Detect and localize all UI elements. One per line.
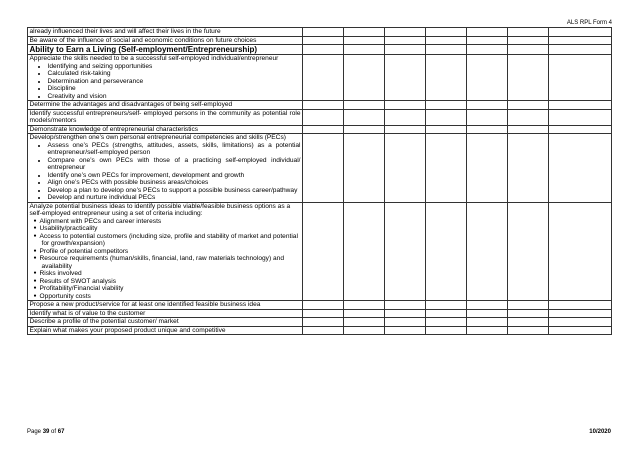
rating-cell [549, 55, 612, 101]
row-cell [28, 55, 303, 101]
list-item: ● Profitability/Financial viability [34, 285, 301, 293]
rating-cell [385, 309, 426, 318]
rating-cell [344, 309, 385, 318]
rating-cell [303, 326, 344, 335]
rating-cell [344, 109, 385, 125]
list-item: ● Profile of potential competitors [34, 248, 301, 256]
rating-cell [344, 36, 385, 45]
page-total: 67 [57, 429, 65, 435]
row-text: Describe a profile of the potential customer/ market [28, 318, 303, 327]
table-row [28, 318, 612, 327]
rating-cell [426, 134, 467, 203]
rating-cell [303, 45, 344, 55]
rating-cell [426, 36, 467, 45]
rating-cell [549, 309, 612, 318]
rating-cell [508, 318, 549, 327]
rating-cell [303, 309, 344, 318]
rating-cell [467, 134, 508, 203]
table-row [28, 202, 612, 301]
list-item: • Develop a plan to develop one’s PECs to support a possible business career/pathway [48, 187, 301, 195]
list-item: ● Resource requirements (human/skills, financial, land, raw materials technology) and availability [34, 255, 301, 270]
rating-cell [467, 326, 508, 335]
rating-cell [467, 109, 508, 125]
list-item: • Identifying and seizing opportunities [48, 63, 301, 71]
rating-cell [303, 125, 344, 134]
rating-cell [508, 134, 549, 203]
rating-cell [426, 202, 467, 301]
rating-cell [426, 309, 467, 318]
row-text: Identify successful entrepreneurs/self- employed persons in the community as potential role models/mentors [29, 109, 301, 124]
rating-cell [385, 55, 426, 101]
list-item: ● Alignment with PECs and career interests [34, 218, 301, 226]
rating-cell [303, 109, 344, 125]
rating-cell [549, 28, 612, 37]
list-item: ● Access to potential customers (including size, profile and stability of market and potential for growth/expansion) [34, 233, 301, 248]
list-item: • Align one’s PECs with possible business areas/choices [48, 179, 301, 187]
competency-table [27, 27, 612, 335]
table-row [28, 28, 612, 37]
list-item: • Determination and perseverance [48, 78, 301, 86]
rating-cell [303, 134, 344, 203]
rating-cell [508, 28, 549, 37]
rating-cell [385, 36, 426, 45]
rating-cell [467, 309, 508, 318]
bullet-list [30, 142, 301, 202]
rating-cell [385, 101, 426, 110]
rating-cell [385, 202, 426, 301]
rating-cell [385, 326, 426, 335]
list-item: ● Risks involved [34, 270, 301, 278]
rating-cell [303, 202, 344, 301]
rating-cell [508, 326, 549, 335]
rating-cell [549, 134, 612, 203]
rating-cell [508, 301, 549, 310]
list-item: ● Usability/practicality [34, 225, 301, 233]
rating-cell [549, 125, 612, 134]
rating-cell [344, 28, 385, 37]
rating-cell [303, 301, 344, 310]
rating-cell [344, 101, 385, 110]
table-row [28, 36, 612, 45]
rating-cell [344, 45, 385, 55]
rating-cell [467, 101, 508, 110]
rating-cell [344, 326, 385, 335]
rating-cell [549, 36, 612, 45]
section-heading: Ability to Earn a Living (Self-employment/Entrepreneurship) [28, 45, 303, 55]
list-item: ● Opportunity costs [34, 293, 301, 301]
rating-cell [426, 101, 467, 110]
rating-cell [467, 45, 508, 55]
rating-cell [508, 309, 549, 318]
rating-cell [344, 134, 385, 203]
section-row [28, 45, 612, 55]
rating-cell [549, 318, 612, 327]
table-row [28, 101, 612, 110]
list-item: • Develop and nurture individual PECs [48, 194, 301, 202]
rating-cell [426, 301, 467, 310]
rating-cell [508, 55, 549, 101]
rating-cell [467, 55, 508, 101]
row-text: Appreciate the skills needed to be a successful self-employed individual/entrepreneur [29, 55, 279, 62]
rating-cell [344, 301, 385, 310]
table-row [28, 134, 612, 203]
rating-cell [549, 109, 612, 125]
rating-cell [344, 55, 385, 101]
rating-cell [344, 318, 385, 327]
list-item: • Identify one’s own PECs for improvement, development and growth [48, 172, 301, 180]
form-label: ALS RPL Form 4 [566, 20, 612, 26]
row-text: Demonstrate knowledge of entrepreneurial characteristics [28, 125, 303, 134]
rating-cell [549, 45, 612, 55]
rating-cell [467, 318, 508, 327]
table-row [28, 55, 612, 101]
list-item: • Creativity and vision [48, 93, 301, 101]
rating-cell [508, 202, 549, 301]
rating-cell [426, 28, 467, 37]
table-row [28, 309, 612, 318]
rating-cell [467, 125, 508, 134]
rating-cell [385, 109, 426, 125]
row-cell [28, 134, 303, 203]
list-item: • Discipline [48, 85, 301, 93]
rating-cell [426, 109, 467, 125]
table-row [28, 326, 612, 335]
rating-cell [385, 28, 426, 37]
rating-cell [426, 45, 467, 55]
rating-cell [344, 202, 385, 301]
rating-cell [549, 202, 612, 301]
page-of: of [51, 429, 57, 435]
rating-cell [508, 36, 549, 45]
rating-cell [508, 45, 549, 55]
row-text: already influenced their lives and will affect their lives in the future [28, 28, 303, 37]
rating-cell [303, 101, 344, 110]
page-number: 39 [42, 429, 50, 435]
rating-cell [344, 125, 385, 134]
table-row [28, 109, 612, 125]
rating-cell [426, 55, 467, 101]
rating-cell [549, 326, 612, 335]
row-text: Determine the advantages and disadvantages of being self-employed [28, 101, 303, 110]
rating-cell [549, 301, 612, 310]
row-text: Be aware of the influence of social and economic conditions on future choices [28, 36, 303, 45]
list-item: • Assess one’s PECs (strengths, attitudes, assets, skills, limitations) as a potential entrepreneur/self-employed person [48, 142, 301, 157]
page-prefix: Page [27, 429, 42, 435]
rating-cell [549, 101, 612, 110]
rating-cell [467, 28, 508, 37]
row-text: Identify what is of value to the customer [28, 309, 303, 318]
row-text: Propose a new product/service for at least one identified feasible business idea [28, 301, 303, 310]
table-row [28, 301, 612, 310]
row-cell [28, 202, 303, 301]
row-text: Explain what makes your proposed product unique and competitive [28, 326, 303, 335]
bullet-list [30, 218, 301, 301]
list-item: ● Results of SWOT analysis [34, 278, 301, 286]
rating-cell [385, 301, 426, 310]
rating-cell [508, 125, 549, 134]
table-row [28, 125, 612, 134]
row-text: Analyze potential business ideas to identify possible viable/feasible business options as a self-employed entrepreneur using a set of criteria including: [29, 202, 291, 217]
list-item: • Compare one’s own PECs with those of a practicing self-employed individual/ entrepreneur [48, 157, 301, 172]
footer-date: 10/2020 [589, 429, 611, 435]
row-text: Develop/strengthen one’s own personal entrepreneurial competencies and skills (PECs) [29, 134, 286, 141]
rating-cell [426, 125, 467, 134]
rating-cell [467, 301, 508, 310]
rating-cell [303, 28, 344, 37]
rating-cell [303, 318, 344, 327]
bullet-list [30, 63, 301, 101]
rating-cell [508, 101, 549, 110]
rating-cell [426, 318, 467, 327]
rating-cell [467, 202, 508, 301]
rating-cell [385, 318, 426, 327]
rating-cell [385, 134, 426, 203]
page-indicator [27, 429, 64, 435]
rating-cell [508, 109, 549, 125]
list-item: • Calculated risk-taking [48, 70, 301, 78]
rating-cell [385, 125, 426, 134]
rating-cell [426, 326, 467, 335]
rating-cell [303, 55, 344, 101]
rating-cell [467, 36, 508, 45]
rating-cell [303, 36, 344, 45]
rating-cell [385, 45, 426, 55]
